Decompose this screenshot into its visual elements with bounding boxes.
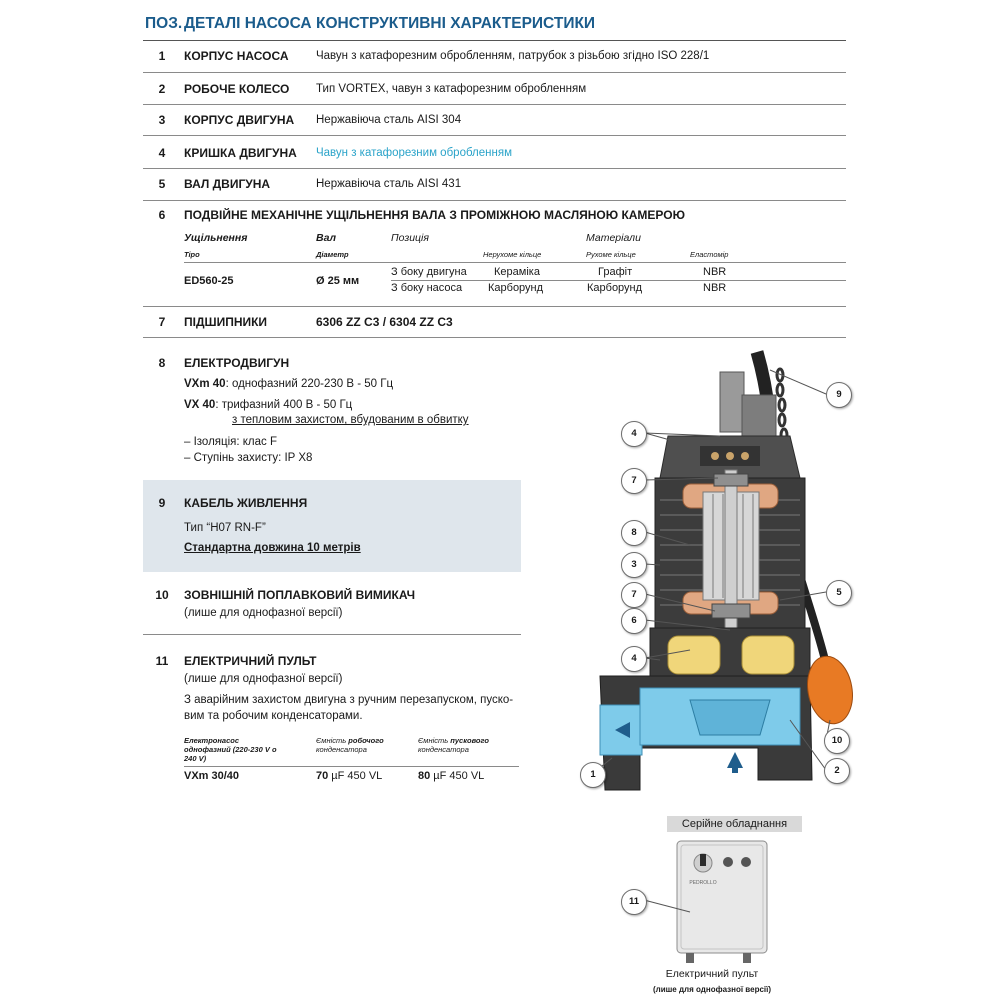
row-label: КОРПУС НАСОСА bbox=[184, 49, 289, 63]
rotating-ring-subheader: Рухоме кільце bbox=[586, 250, 636, 259]
callout-badge: 4 bbox=[621, 646, 647, 672]
control-box bbox=[677, 841, 767, 953]
cable-gland bbox=[742, 395, 776, 440]
row-value: Чавун з катафорезним обробленням bbox=[316, 147, 512, 159]
run-capacitor: 70 µF 450 VL bbox=[316, 770, 383, 782]
inflow-arrow bbox=[727, 752, 743, 768]
fixed-ring: Кераміка bbox=[494, 266, 540, 278]
panel-desc-line1: З аварійним захистом двигуна з ручним перезапуском, пуско- bbox=[184, 694, 514, 706]
cable-num: 9 bbox=[158, 496, 166, 510]
seal-num: 6 bbox=[158, 208, 166, 222]
row-num: 5 bbox=[158, 177, 166, 191]
pump-col-header: Електронасос однофазний (220-230 V o 240 V) bbox=[184, 736, 277, 763]
callout-badge: 10 bbox=[824, 728, 850, 754]
fixed-ring-subheader: Нерухоме кільце bbox=[483, 250, 542, 259]
motor-vx: VX 40: трифазний 400 В - 50 Гц bbox=[184, 399, 353, 411]
elastomer: NBR bbox=[703, 266, 727, 278]
run-cap-col-header: Ємність робочого конденсатора bbox=[316, 736, 384, 754]
bearings-num: 7 bbox=[158, 315, 166, 329]
materials-col-header: Матеріали bbox=[586, 232, 641, 244]
box-caption-note: (лише для однофазної версії) bbox=[652, 985, 772, 994]
handle-post bbox=[720, 372, 744, 432]
row-value: Тип VORTEX, чавун з катафорезним обробленням bbox=[316, 83, 587, 95]
motor-title: ЕЛЕКТРОДВИГУН bbox=[184, 356, 290, 370]
insulation-class: – Ізоляція: клас F bbox=[184, 436, 278, 448]
lifting-chain bbox=[777, 369, 787, 441]
tipo-subheader: Tipo bbox=[184, 250, 200, 259]
row-label: ВАЛ ДВИГУНА bbox=[184, 177, 271, 191]
seal-model: ED560-25 bbox=[184, 275, 234, 287]
brand-label: PEDROLLO bbox=[689, 880, 717, 886]
serial-equipment-label: Серійне обладнання bbox=[667, 816, 802, 832]
panel-num: 11 bbox=[155, 654, 169, 668]
seal-position: З боку насоса bbox=[391, 282, 463, 294]
diameter-subheader: Діаметр bbox=[316, 250, 349, 259]
cable-length: Стандартна довжина 10 метрів bbox=[184, 542, 361, 554]
thermal-protection: з тепловим захистом, вбудованим в обвитку bbox=[232, 414, 469, 426]
shaft-col-header: Вал bbox=[316, 232, 337, 244]
float-num: 10 bbox=[155, 588, 169, 602]
callout-badge: 2 bbox=[824, 758, 850, 784]
rotating-ring: Карборунд bbox=[587, 282, 643, 294]
bearing-upper bbox=[714, 474, 748, 486]
row-num: 4 bbox=[158, 146, 166, 160]
callout-badge: 8 bbox=[621, 520, 647, 546]
float-note: (лише для однофазної версії) bbox=[184, 607, 343, 619]
start-capacitor: 80 µF 450 VL bbox=[418, 770, 485, 782]
callout-badge: 7 bbox=[621, 468, 647, 494]
cable-gland-right bbox=[743, 953, 751, 963]
header-pos: ПОЗ. bbox=[145, 15, 183, 32]
box-caption: Електричний пульт bbox=[665, 968, 759, 980]
position-col-header: Позиція bbox=[391, 232, 429, 244]
elastomer-subheader: Еластомір bbox=[690, 250, 729, 259]
elastomer: NBR bbox=[703, 282, 727, 294]
row-value: Нержавіюча сталь AISI 304 bbox=[316, 114, 462, 126]
callout-badge: 5 bbox=[826, 580, 852, 606]
seal-title: ПОДВІЙНЕ МЕХАНІЧНЕ УЩІЛЬНЕННЯ ВАЛА З ПРОМІЖНОЮ МАСЛЯНОЮ КАМЕРОЮ bbox=[184, 208, 685, 222]
header-parts: ДЕТАЛІ НАСОСА bbox=[184, 15, 312, 32]
cable-title: КАБЕЛЬ ЖИВЛЕННЯ bbox=[184, 496, 308, 510]
panel-note: (лише для однофазної версії) bbox=[184, 673, 343, 685]
start-cap-col-header: Ємність пускового конденсатора bbox=[418, 736, 489, 754]
row-value: Чавун з катафорезним обробленням, патрубок з різьбою згідно ISO 228/1 bbox=[316, 50, 710, 62]
panel-title: ЕЛЕКТРИЧНИЙ ПУЛЬТ bbox=[184, 654, 317, 668]
oil-chamber-right bbox=[742, 636, 794, 674]
protection-degree: – Ступінь захисту: IP X8 bbox=[184, 452, 313, 464]
indicator-lamp bbox=[723, 857, 733, 867]
callout-badge: 4 bbox=[621, 421, 647, 447]
reset-button bbox=[741, 857, 751, 867]
oil-chamber-left bbox=[668, 636, 720, 674]
vortex-impeller bbox=[690, 700, 770, 735]
callout-badge: 1 bbox=[580, 762, 606, 788]
seal-col-header: Ущільнення bbox=[184, 232, 248, 244]
row-label: КОРПУС ДВИГУНА bbox=[184, 113, 295, 127]
cable-type: Тип “H07 RN-F” bbox=[184, 522, 266, 534]
header-characteristics: КОНСТРУКТИВНІ ХАРАКТЕРИСТИКИ bbox=[316, 15, 596, 32]
shaft-diameter: Ø 25 мм bbox=[316, 275, 360, 287]
pump-cutaway-diagram bbox=[560, 340, 860, 810]
callout-badge: 7 bbox=[621, 582, 647, 608]
callout-badge: 3 bbox=[621, 552, 647, 578]
row-label: КРИШКА ДВИГУНА bbox=[184, 146, 297, 160]
seal-position: З боку двигуна bbox=[391, 266, 467, 278]
cable-gland-left bbox=[686, 953, 694, 963]
callout-badge: 9 bbox=[826, 382, 852, 408]
panel-desc-line2: вим та робочим конденсаторами. bbox=[184, 710, 363, 722]
motor-vxm: VXm 40: однофазний 220-230 В - 50 Гц bbox=[184, 378, 394, 390]
switch-handle bbox=[700, 854, 706, 866]
rotating-ring: Графіт bbox=[598, 266, 633, 278]
row-label: РОБОЧЕ КОЛЕСО bbox=[184, 82, 290, 96]
row-value: Нержавіюча сталь AISI 431 bbox=[316, 178, 462, 190]
callout-badge: 11 bbox=[621, 889, 647, 915]
bearings-value: 6306 ZZ C3 / 6304 ZZ C3 bbox=[316, 315, 453, 329]
callout-badge: 6 bbox=[621, 608, 647, 634]
float-title: ЗОВНІШНІЙ ПОПЛАВКОВИЙ ВИМИКАЧ bbox=[184, 588, 416, 602]
row-num: 2 bbox=[158, 82, 166, 96]
panel-model: VXm 30/40 bbox=[184, 770, 240, 782]
row-num: 1 bbox=[158, 49, 166, 63]
row-num: 3 bbox=[158, 113, 166, 127]
bearings-label: ПІДШИПНИКИ bbox=[184, 315, 268, 329]
motor-num: 8 bbox=[158, 356, 166, 370]
bearing-lower bbox=[712, 604, 750, 618]
fixed-ring: Карборунд bbox=[488, 282, 544, 294]
